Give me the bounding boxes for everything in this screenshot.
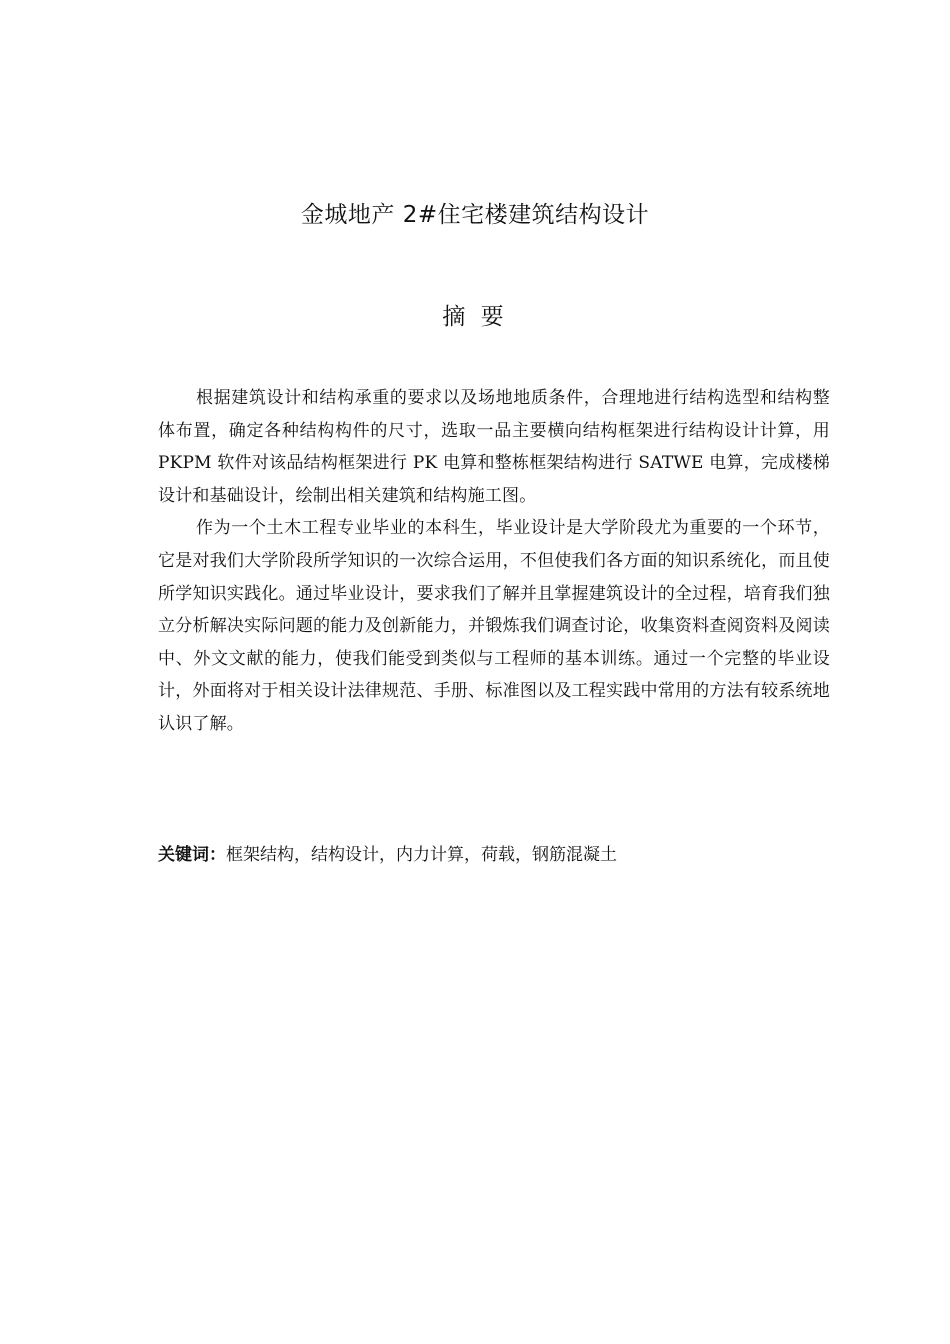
abstract-body xyxy=(158,382,830,741)
keywords-line xyxy=(158,840,830,870)
abstract-heading: 摘 要 xyxy=(442,304,508,330)
abstract-paragraph-2: 作为一个土木工程专业毕业的本科生，毕业设计是大学阶段尤为重要的一个环节，它是对我们大学阶段所学知识的一次综合运用，不但使我们各方面的知识系统化，而且使所学知识实践化。通过毕业设计，要求我们了解并且掌握建筑设计的全过程，培育我们独立分析解决实际问题的能力及创新能力，并锻炼我们调查讨论，收集资料查阅资料及阅读中、外文文献的能力，使我们能受到类似与工程师的基本训练。通过一个完整的毕业设计，外面将对于相关设计法律规范、手册、标准图以及工程实践中常用的方法有较系统地认识了解。 xyxy=(158,518,830,734)
keywords-label: 关键词： xyxy=(158,845,226,865)
abstract-paragraph-1: 根据建筑设计和结构承重的要求以及场地地质条件，合理地进行结构选型和结构整体布置，确定各种结构构件的尺寸，选取一品主要横向结构框架进行结构设计计算，用 PKPM 软件对该品结构框架进行 PK 电算和整栋框架结构进行 SATWE 电算，完成楼梯设计和基础设计，绘制出相关建筑和结构施工图。 xyxy=(158,388,830,506)
keywords-text: 框架结构，结构设计，内力计算，荷载，钢筋混凝土 xyxy=(226,845,617,865)
document-title: 金城地产 2#住宅楼建筑结构设计 xyxy=(300,202,650,228)
